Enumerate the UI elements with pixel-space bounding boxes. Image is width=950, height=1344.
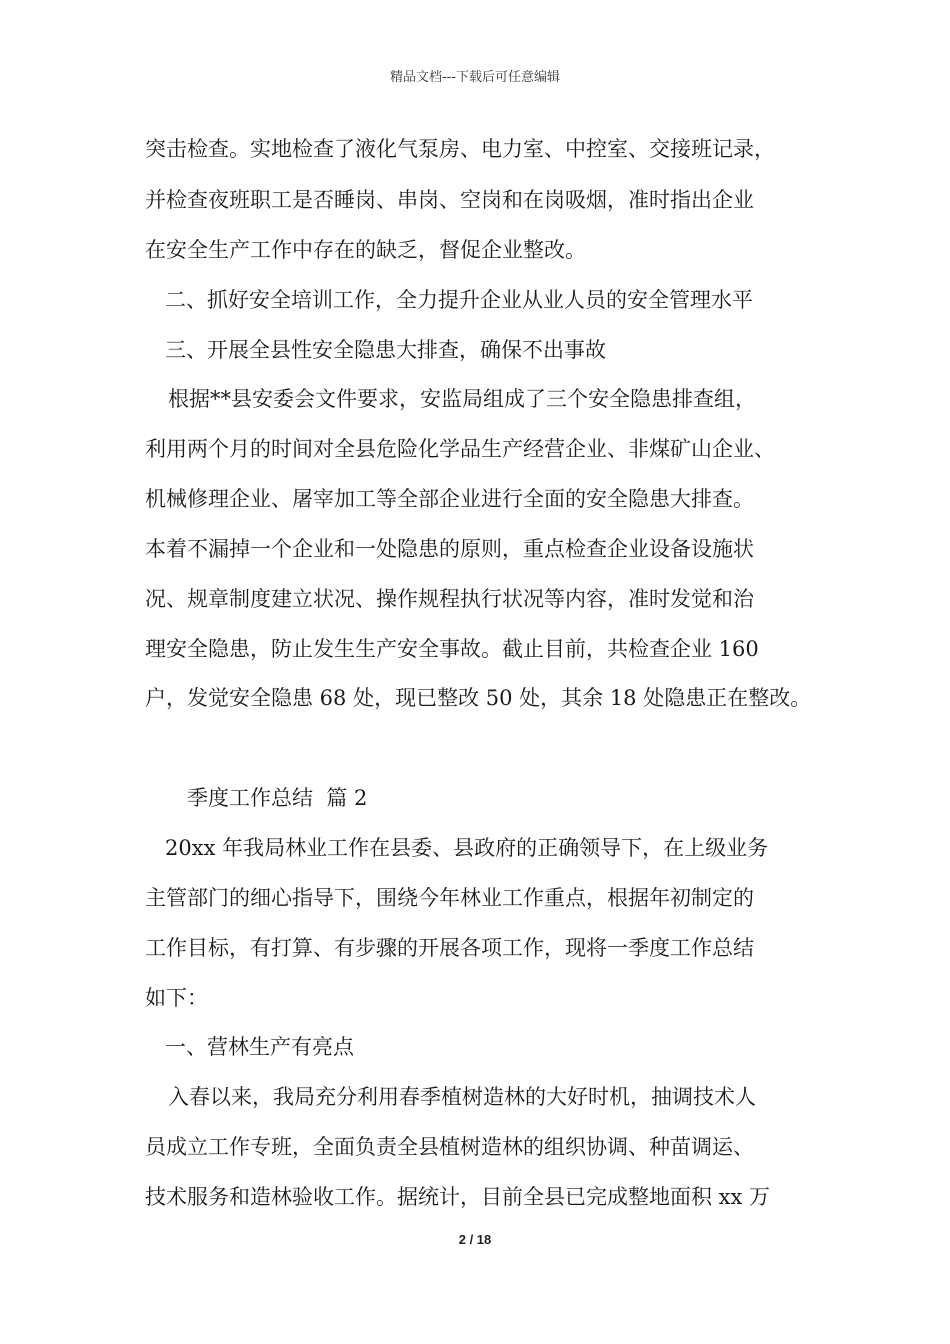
body-line: 工作目标，有打算、有步骤的开展各项工作，现将一季度工作总结	[145, 936, 754, 960]
body-line: 员成立工作专班，全面负责全县植树造林的组织协调、种苗调运、	[145, 1135, 754, 1159]
body-line: 20xx 年我局林业工作在县委、县政府的正确领导下，在上级业务	[165, 836, 769, 860]
body-line: 机械修理企业、屠宰加工等全部企业进行全面的安全隐患大排查。	[145, 487, 754, 511]
section-heading: 三、开展全县性安全隐患大排查，确保不出事故	[165, 338, 606, 362]
body-line: 根据**县安委会文件要求，安监局组成了三个安全隐患排查组，	[168, 387, 756, 411]
body-line: 主管部门的细心指导下，围绕今年林业工作重点，根据年初制定的	[145, 886, 754, 910]
section-heading: 二、抓好安全培训工作，全力提升企业从业人员的安全管理水平	[165, 288, 753, 312]
section-title: 季度工作总结 篇 2	[187, 786, 368, 810]
body-line: 突击检查。实地检查了液化气泵房、电力室、中控室、交接班记录，	[145, 137, 775, 161]
page-number: 2 / 18	[458, 1232, 492, 1247]
body-line: 利用两个月的时间对全县危险化学品生产经营企业、非煤矿山企业、	[145, 437, 775, 461]
body-line: 理安全隐患，防止发生生产安全事故。截止目前，共检查企业 160	[145, 637, 759, 661]
body-line: 户，发觉安全隐患 68 处，现已整改 50 处，其余 18 处隐患正在整改。	[145, 686, 812, 710]
body-line: 本着不漏掉一个企业和一处隐患的原则，重点检查企业设备设施状	[145, 537, 754, 561]
body-line: 如下：	[145, 986, 208, 1010]
body-line: 入春以来，我局充分利用春季植树造林的大好时机，抽调技术人	[168, 1085, 756, 1109]
section-heading: 一、营林生产有亮点	[165, 1035, 354, 1059]
body-line: 在安全生产工作中存在的缺乏，督促企业整改。	[145, 238, 586, 262]
page-header: 精品文档---下载后可任意编辑	[389, 70, 561, 85]
body-line: 况、规章制度建立状况、操作规程执行状况等内容，准时发觉和治	[145, 587, 754, 611]
body-line: 并检查夜班职工是否睡岗、串岗、空岗和在岗吸烟，准时指出企业	[145, 188, 754, 212]
body-line: 技术服务和造林验收工作。据统计，目前全县已完成整地面积 xx 万	[145, 1185, 771, 1209]
